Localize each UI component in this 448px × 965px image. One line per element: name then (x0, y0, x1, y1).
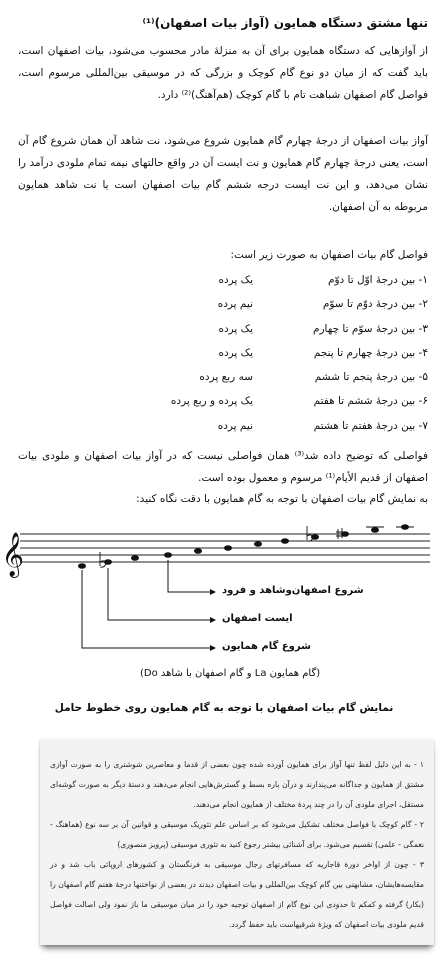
interval-label: ۱- بین درجهٔ اوّل تا دوّم (327, 274, 428, 286)
footnote-1: ۱ - به این دلیل لفظ تنها آواز برای همایون آورده شده چون بعضی از قدما و معاصرین شوشتری را به صورت آوازی مشتق از همایون و جداگانه می‌پندارند و درآن باره بسط و گسترش‌هایی انجام می‌دهند و دستهٔ دیگر به صورت گوشه‌ای مستقل، اجرای ملودی آن را در چند پردهٔ مختلف از همایون انجام می‌دهند. (50, 760, 424, 809)
interval-value: نیم پرده (217, 298, 253, 311)
staff-svg (0, 520, 448, 690)
note-do (131, 555, 139, 561)
interval-label: ۴- بین درجهٔ چهارم تا پنجم (313, 346, 428, 359)
interval-row (18, 420, 428, 444)
footnote-2: ۲ - گام کوچک با فواصل مختلف تشکیل می‌شود که بر اساس علم تئوریک موسیقی و قوانین آن بر سه نوع (هماهنگ - نغمگی - علمی) تقسیم می‌شود. برای آشنائی بیشتر رجوع کنید به تئوری موسیقی (پرویز منصوری) (50, 820, 424, 849)
interval-label: ۲- بین درجهٔ دوّم تا سوّم (322, 298, 428, 311)
figure-caption: نمایش گام بیات اصفهان با توجه به گام همایون روی خطوط حامل (54, 702, 394, 714)
explanation-paragraph: فواصلی که توضیح داده شد⁽³⁾ همان فواصلی نیست که در آواز بیات اصفهان و ملودی بیات اصفهان از قدیم الأیام⁽¹⁾ مرسوم و معمول بوده است. (18, 450, 428, 484)
interval-label: ۵- بین درجهٔ پنجم تا ششم (314, 371, 428, 384)
note-fa (224, 545, 232, 551)
footnote-3: ۳ - چون از اواخر دورهٔ قاجاریه که مسافرتهای رجال موسیقی به فرنگستان و کشورهای اروپائی باب شد و در مقایسه‌هایشان، مشابهتی بین گام کوچک بین‌المللی و بیات اصفهان دیدند در بعضی از نواختنها درجهٔ هفتم گام اصفهان را (بکار) گرفته و کمکم تا حدودی این نوع گام از اصفهان توجیه خود را در میان موسیقی ما باز نمود ولی اصالت فواصل قدیم ملودی بیات اصفهان که ویژهٔ شرقیهاست باید حفظ گردد. (50, 860, 424, 929)
note-mi (194, 548, 202, 554)
interval-value: یک پرده (218, 274, 253, 286)
arrow-start-isfahan (168, 560, 210, 592)
footnotes-list (50, 755, 424, 935)
interval-row (18, 347, 428, 371)
interval-label: ۳- بین درجهٔ سوّم تا چهارم (312, 322, 428, 335)
music-staff-figure (0, 520, 448, 690)
label-start-isfahan: شروع اصفهان‌وشاهد و فرود (222, 585, 364, 596)
intro-paragraph: از آوازهایی که دستگاه همایون برای آن به منزلهٔ مادر محسوب می‌شود، بیات اصفهان است، باید گفت که از میان دو نوع گام کوچک و بزرگی که در موسیقی بین‌المللی مرسوم است، فواصل گام اصفهان شباهت تام با گام کوچک (هم‌آهنگ)⁽²⁾ دارد. (18, 45, 428, 101)
scale-note-label: (گام همایون La و گام اصفهان با شاهد Do) (140, 668, 321, 679)
arrow-start-homayoun (82, 570, 210, 648)
note-re-high (371, 527, 379, 533)
label-start-homayoun: شروع گام همایون (222, 641, 311, 652)
intervals-list (18, 274, 428, 444)
annotation-arrows (82, 560, 210, 648)
note-sol (254, 541, 262, 547)
arrow-stop-isfahan (108, 568, 210, 620)
start-note-paragraph: آواز بیات اصفهان از درجهٔ چهارم گام همایون شروع می‌شود، نت شاهد آن همان شروع گام آن است، یعنی درجهٔ چهارم گام همایون و نت ایست آن در واقع حالتهای نیمه تمام ملودی درآمد را نشان می‌دهد، و این نت ایست درجه ششم گام بیات اصفهان است یا نت شاهد همایون مربوطه به آن اصفهان. (18, 135, 428, 213)
interval-value: نیم پرده (217, 419, 253, 432)
interval-value: سه ربع پرده (199, 371, 253, 384)
note-la-high (281, 538, 289, 544)
arrow-heads (210, 589, 216, 651)
interval-row (18, 395, 428, 419)
interval-row (18, 274, 428, 298)
label-stop-isfahan: ایست اصفهان (222, 613, 293, 624)
note-re (164, 552, 172, 558)
footnotes-box (40, 739, 434, 945)
treble-clef-icon: 𝄞 (1, 532, 24, 576)
look-paragraph: به نمایش گام بیات اصفهان با توجه به گام همایون با دقت نگاه کنید: (136, 493, 428, 505)
koron-icon (100, 552, 106, 567)
interval-label: ۷- بین درجهٔ هفتم تا هشتم (313, 419, 428, 432)
interval-value: یک پرده و ربع پرده (170, 395, 253, 408)
interval-value: یک پرده (218, 346, 253, 359)
interval-row (18, 323, 428, 347)
interval-value: یک پرده (218, 322, 253, 335)
interval-row (18, 371, 428, 395)
intervals-heading: فواصل گام بیات اصفهان به صورت زیر است: (230, 249, 428, 261)
interval-label: ۶- بین درجهٔ ششم تا هفتم (313, 395, 428, 408)
section-title: تنها مشتق دستگاه همایون (آواز بیات اصفهان)⁽¹⁾ (142, 16, 428, 30)
interval-row (18, 298, 428, 322)
note-la (78, 563, 86, 569)
